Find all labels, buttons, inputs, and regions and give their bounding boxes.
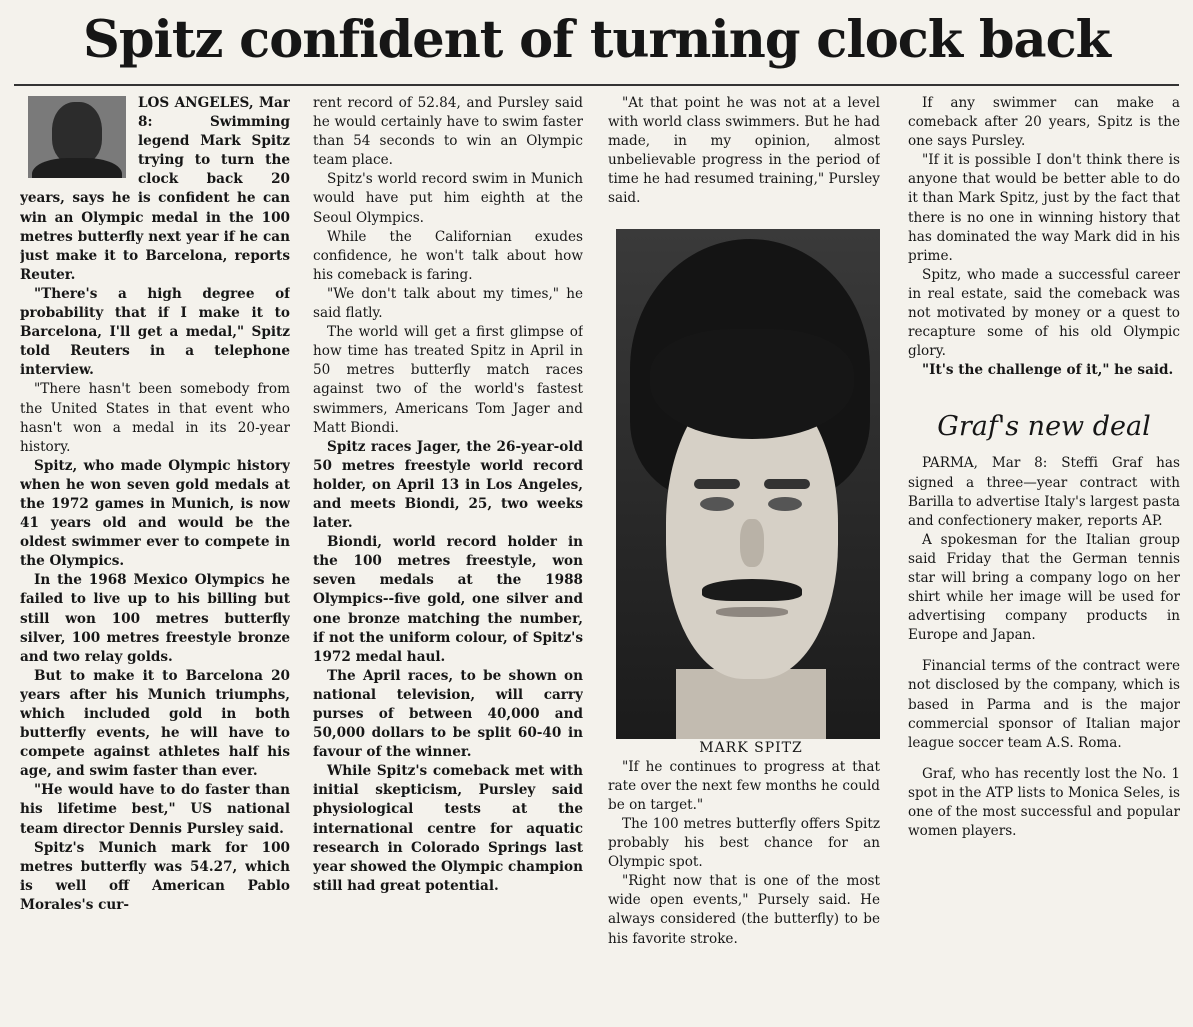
paragraph: "He would have to do faster than his lifetime best," US national team director Dennis Pursley said. — [20, 782, 290, 837]
paragraph: rent record of 52.84, and Pursley said he would certainly have to swim faster than 54 seconds to win an Olympic team place. — [313, 95, 583, 169]
paragraph: Spitz's Munich mark for 100 metres butterfly was 54.27, which is well off American Pablo Morales's cur- — [20, 839, 290, 913]
paragraph: Spitz, who made a successful career in real estate, said the comeback was not motivated by money or a quest to recapture some of his old Olympic glory. — [908, 266, 1180, 360]
paragraph: Spitz's world record swim in Munich would have put him eighth at the Seoul Olympics. — [313, 171, 583, 226]
article-column-1 — [20, 94, 290, 1019]
paragraph: But to make it to Barcelona 20 years after his Munich triumphs, which included gold in both butterfly events, he will have to compete against athletes half his age, and swim faster than ever. — [20, 667, 290, 780]
dateline: LOS ANGELES, Mar 8: — [138, 95, 290, 131]
paragraph: While the Californian exudes confidence, he won't talk about how his comeback is faring. — [313, 228, 583, 283]
paragraph: "There's a high degree of probability that if I make it to Barcelona, I'll get a medal," Spitz told Reuters in a telephone interview. — [20, 285, 290, 379]
paragraph: The April races, to be shown on national television, will carry purses of between 40,000 and 50,000 dollars to be split 60-40 in favour of the winner. — [313, 667, 583, 761]
article-column-3 — [608, 94, 880, 1019]
paragraph: The world will get a first glimpse of how time has treated Spitz in April in 50 metres butterfly match races against two of the world's fastest swimmers, Americans Tom Jager and Matt Biondi. — [313, 324, 583, 436]
paragraph: The 100 metres butterfly offers Spitz probably his best chance for an Olympic spot. — [608, 815, 880, 871]
paragraph: Spitz races Jager, the 26-year-old 50 metres freestyle world record holder, on April 13 in Los Angeles, and meets Biondi, 25, two weeks later. — [313, 438, 583, 532]
paragraph: "We don't talk about my times," he said flatly. — [313, 285, 583, 322]
paragraph: PARMA, Mar 8: Steffi Graf has signed a three—year contract with Barilla to advertise Italy's largest pasta and confectionery maker, reports AP. — [908, 455, 1180, 529]
article-column-2 — [313, 94, 583, 1019]
paragraph: "It's the challenge of it," he said. — [922, 362, 1174, 379]
paragraph: If any swimmer can make a comeback after 20 years, Spitz is the one says Pursley. — [908, 95, 1180, 150]
paragraph: A spokesman for the Italian group said Friday that the German tennis star will bring a company logo on her shirt while her image will be used for advertising company products in Europe and Japan. — [908, 531, 1180, 644]
paragraph: Financial terms of the contract were not disclosed by the company, which is based in Parma and is the major commercial sponsor of Italian major league soccer team A.S. Roma. — [908, 658, 1180, 751]
paragraph: While Spitz's comeback met with initial skepticism, Pursley said physiological tests at the international centre for aquatic research in Colorado Springs last year showed the Olympic champion still had great potential. — [313, 763, 583, 894]
paragraph: In the 1968 Mexico Olympics he failed to live up to his billing but still won 100 metres butterfly silver, 100 metres freestyle bronze and two relay golds. — [20, 572, 290, 665]
paragraph: Spitz, who made Olympic history when he won seven gold medals at the 1972 games in Munich, is now 41 years old and would be the oldest swimmer ever to compete in the Olympics. — [20, 457, 290, 570]
headline-rule — [14, 84, 1179, 86]
paragraph: "If it is possible I don't think there is anyone that would be better able to do it than Mark Spitz, just by the fact that there is no one in winning history that has dominated the way Mark did in his prime. — [908, 152, 1180, 264]
photo-caption: MARK SPITZ — [699, 739, 803, 756]
paragraph: "If he continues to progress at that rate over the next few months he could be on target." — [608, 758, 880, 813]
headline: Spitz confident of turning clock back — [83, 10, 1110, 70]
lead-text: Swimming legend Mark Spitz trying to turn the clock back 20 years, says he is confident he can win an Olympic medal in the 100 metres butterfly next year if he can just make it to Barcelona, reports Reuter. — [20, 114, 290, 283]
article-column-4 — [908, 94, 1180, 1019]
paragraph: "There hasn't been somebody from the United States in that event who hasn't won a medal in its 20-year history. — [20, 381, 290, 455]
paragraph: "At that point he was not at a level with world class swimmers. But he had made, in my opinion, almost unbelievable progress in the period of time he had resumed training," Pursley said. — [608, 95, 880, 207]
paragraph: Graf, who has recently lost the No. 1 spot in the ATP lists to Monica Seles, is one of the most successful and popular women players. — [908, 765, 1180, 840]
portrait-photo — [616, 229, 880, 739]
paragraph: Biondi, world record holder in the 100 metres freestyle, won seven medals at the 1988 Olympics--five gold, one silver and one bronze matching the number, if not the uniform colour, of Spitz's 1972 medal haul. — [313, 534, 583, 665]
mugshot-photo — [28, 96, 126, 178]
paragraph: "Right now that is one of the most wide open events," Pursely said. He always considered (the butterfly) to be his favorite stroke. — [608, 873, 880, 947]
subheadline: Graf's new deal — [937, 411, 1151, 443]
